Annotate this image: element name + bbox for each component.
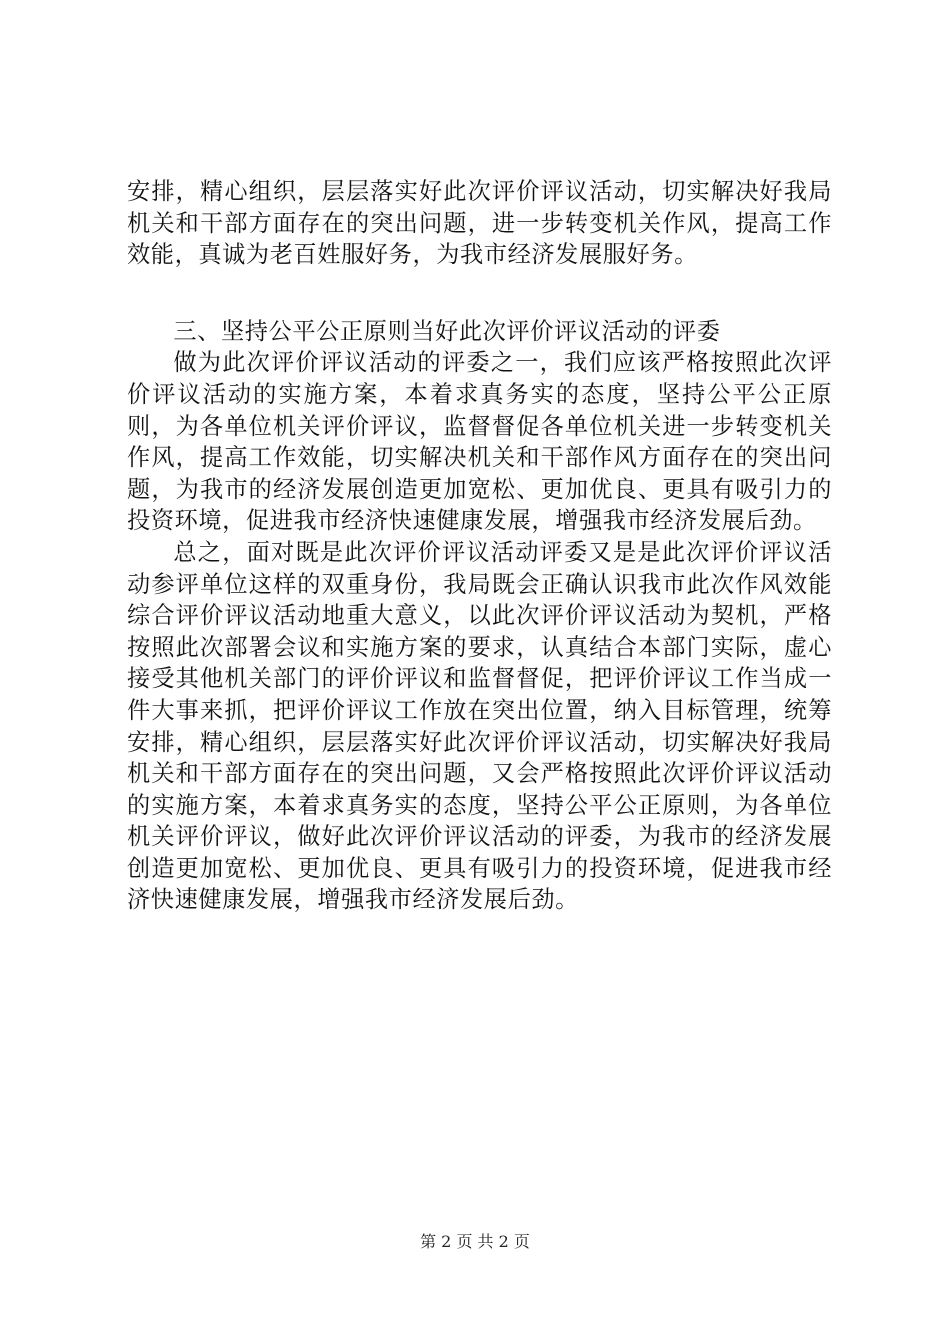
paragraph-continued: 安排，精心组织，层层落实好此次评价评议活动，切实解决好我局机关和干部方面存在的突出问题，进一步转变机关作风，提高工作效能，真诚为老百姓服好务，为我市经济发展服好务。 — [127, 178, 832, 269]
paragraph-conclusion: 总之，面对既是此次评价评议活动评委又是是此次评价评议活动参评单位这样的双重身份，我局既会正确认识我市此次作风效能综合评价评议活动地重大意义，以此次评价评议活动为契机，严格按照此次部署会议和实施方案的要求，认真结合本部门实际，虚心接受其他机关部门的评价评议和监督督促，把评价评议工作当成一件大事来抓，把评价评议工作放在突出位置，纳入目标管理，统筹安排，精心组织，层层落实好此次评价评议活动，切实解决好我局机关和干部方面存在的突出问题，又会严格按照此次评价评议活动的实施方案，本着求真务实的态度，坚持公平公正原则，为各单位机关评价评议，做好此次评价评议活动的评委，为我市的经济发展创造更加宽松、更加优良、更具有吸引力的投资环境，促进我市经济快速健康发展，增强我市经济发展后劲。 — [127, 538, 832, 914]
page-footer: 第 2 页 共 2 页 — [420, 1232, 530, 1251]
section-heading: 三、坚持公平公正原则当好此次评价评议活动的评委 — [173, 317, 721, 345]
paragraph-judge-role: 做为此次评价评议活动的评委之一，我们应该严格按照此次评价评议活动的实施方案，本着求真务实的态度，坚持公平公正原则，为各单位机关评价评议，监督督促各单位机关进一步转变机关作风，提高工作效能，切实解决机关和干部作风方面存在的突出问题，为我市的经济发展创造更加宽松、更加优良、更具有吸引力的投资环境，促进我市经济快速健康发展，增强我市经济发展后劲。 — [127, 349, 832, 535]
paragraph-gap — [127, 271, 832, 316]
document-body — [127, 176, 832, 916]
